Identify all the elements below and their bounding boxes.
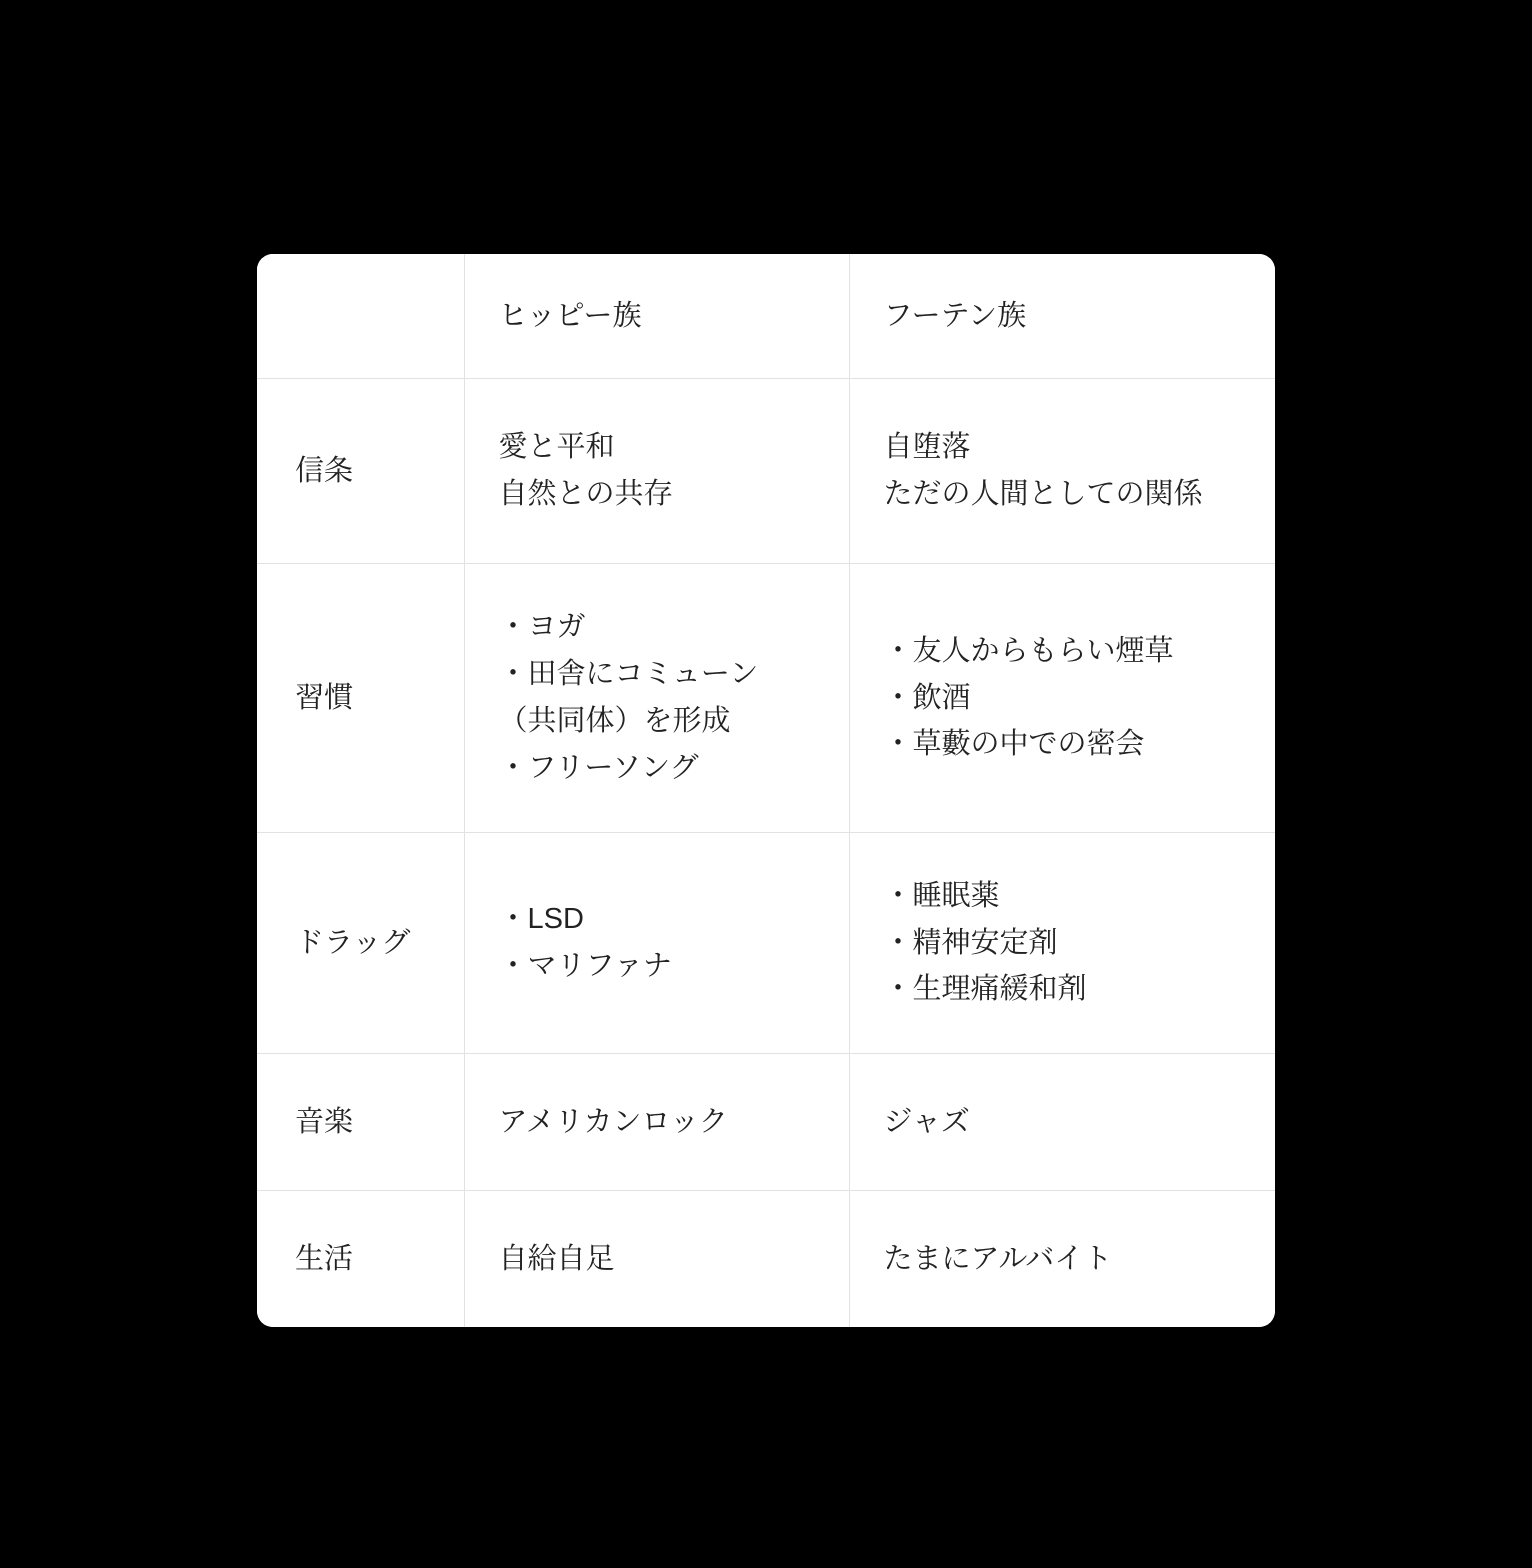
cell-line: ・草藪の中での密会 [883,728,1145,761]
cell-drug-hippie [464,833,849,1054]
row-label-creed [257,379,464,564]
cell-creed-futen [849,379,1275,564]
row-label-drug [257,833,464,1054]
cell-line: ・マリファナ [498,950,672,982]
cell-habit-futen [849,564,1275,833]
row-label-drug-text: ドラッグ [295,926,411,959]
cell-life-futen [849,1191,1275,1328]
cell-line: ・ヨガ [498,611,586,644]
row-label-life [257,1191,464,1328]
column-header-hippie-label: ヒッピー族 [498,299,642,332]
table-header-row [257,254,1275,379]
cell-line: （共同体）を形成 [498,705,731,737]
cell-line: ・睡眠薬 [883,879,1000,912]
cell-music-hippie [464,1054,849,1191]
table-corner-cell [257,254,464,379]
cell-line: 愛と平和 [498,431,615,464]
cell-line: ただの人間としての関係 [883,478,1203,510]
cell-line: ・田舎にコミューン [498,658,759,691]
cell-habit-hippie [464,564,849,833]
cell-drug-futen [849,833,1275,1054]
cell-line: ・飲酒 [883,681,971,714]
row-label-life-text: 生活 [295,1242,354,1275]
cell-line: ・フリーソング [498,751,699,784]
cell-line: ・友人からもらい煙草 [883,634,1174,667]
column-header-futen-label: フーテン族 [883,299,1027,332]
cell-line: 自然との共存 [498,478,673,510]
comparison-table-card [257,254,1275,1327]
table-row [257,833,1275,1054]
cell-life-hippie [464,1191,849,1328]
row-label-music [257,1054,464,1191]
column-header-futen [849,254,1275,379]
column-header-hippie [464,254,849,379]
cell-line: 自給自足 [498,1242,615,1275]
row-label-habit-text: 習慣 [295,681,354,714]
cell-line: アメリカンロック [498,1105,728,1138]
cell-line: ・生理痛緩和剤 [883,973,1087,1006]
table-row [257,1054,1275,1191]
cell-line: ・精神安定剤 [883,926,1058,959]
cell-line: 自堕落 [883,431,971,464]
comparison-table [257,254,1275,1327]
cell-music-futen [849,1054,1275,1191]
row-label-music-text: 音楽 [295,1105,354,1138]
cell-line: ・LSD [498,903,584,936]
cell-creed-hippie [464,379,849,564]
row-label-creed-text: 信条 [295,454,354,487]
row-label-habit [257,564,464,833]
cell-line: たまにアルバイト [883,1242,1113,1275]
cell-line: ジャズ [883,1105,970,1138]
table-row [257,564,1275,833]
table-row [257,379,1275,564]
table-row [257,1191,1275,1328]
